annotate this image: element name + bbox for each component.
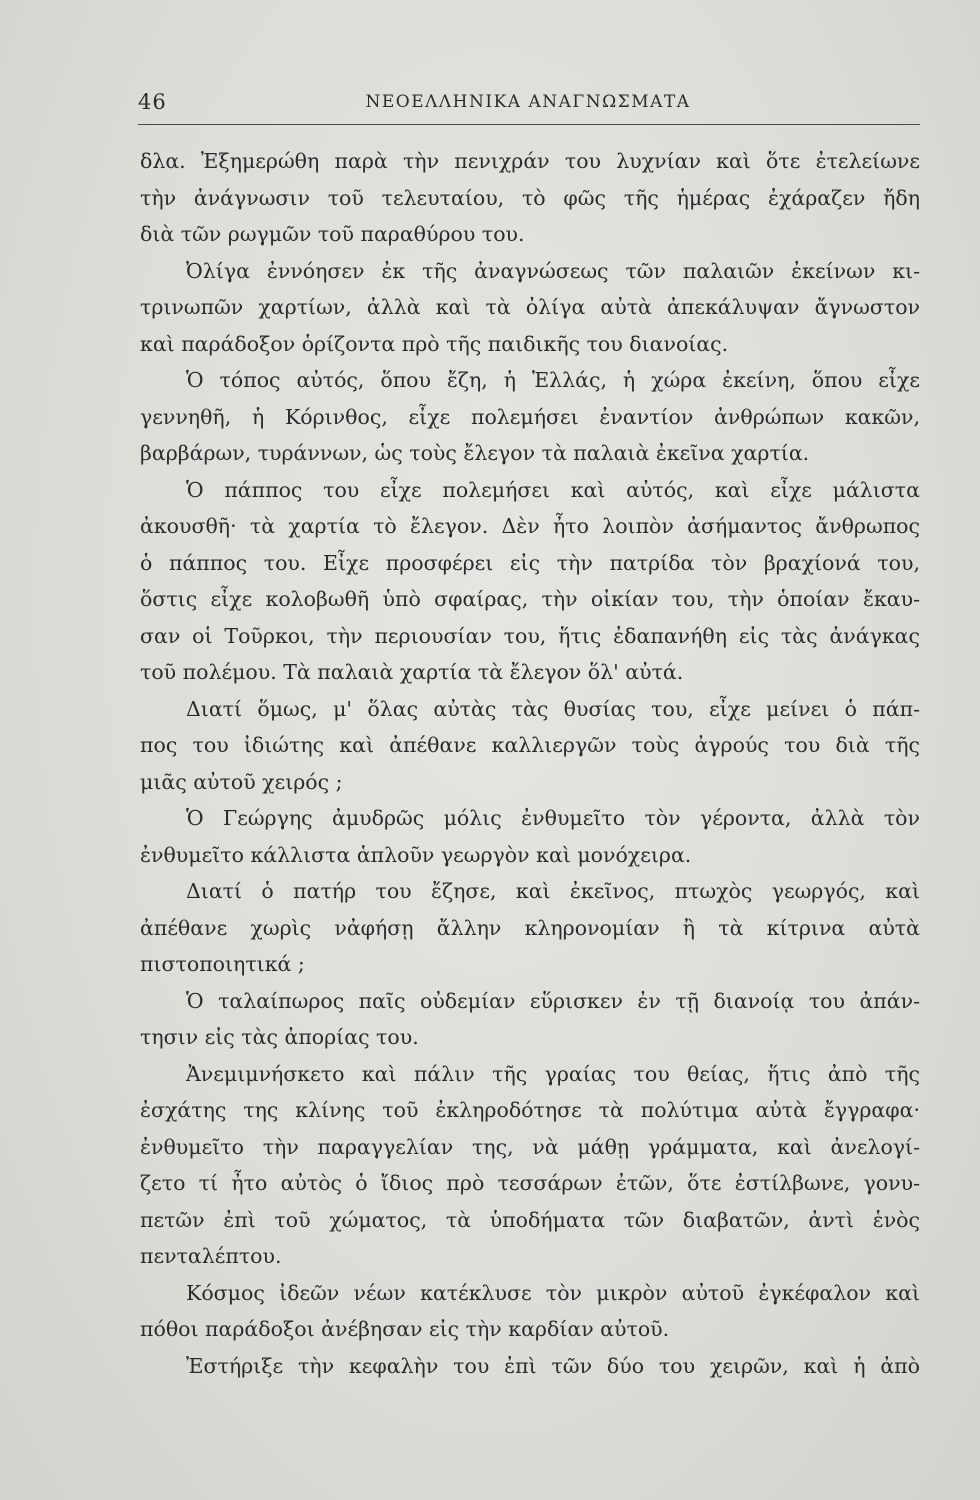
text-line: Ὁ Γεώργης ἀμυδρῶς μόλις ἐνθυμεῖτο τὸν γέροντα, ἀλλὰ τὸν (186, 806, 920, 830)
text-line: μιᾶς αὐτοῦ χειρός ; (140, 769, 343, 794)
text-line: πετῶν ἐπὶ τοῦ χώματος, τὰ ὑποδήματα τῶν διαβατῶν, ἀντὶ ἑνὸς (140, 1207, 920, 1232)
text-line: τοῦ πολέμου. Τὰ παλαιὰ χαρτία τὰ ἔλεγον ὅλ' αὐτά. (140, 660, 684, 684)
text-line: ὅστις εἶχε κολοβωθῆ ὑπὸ σφαίρας, τὴν οἰκίαν του, τὴν ὁποίαν ἔκαυ- (140, 587, 920, 611)
text-line: Διατί ὁ πατήρ του ἔζησε, καὶ ἐκεῖνος, πτωχὸς γεωργός, καὶ (186, 879, 920, 903)
text-line: Ὁ πάππος του εἶχε πολεμήσει καὶ αὐτός, καὶ εἶχε μάλιστα (186, 477, 920, 502)
text-line: τρινωπῶν χαρτίων, ἀλλὰ καὶ τὰ ὀλίγα αὐτὰ ἀπεκάλυψαν ἄγνωστον (140, 295, 920, 319)
text-line: Ὀλίγα ἐννόησεν ἐκ τῆς ἀναγνώσεως τῶν παλαιῶν ἐκείνων κι- (186, 258, 920, 283)
text-line: βαρβάρων, τυράννων, ὡς τοὺς ἔλεγον τὰ παλαιὰ ἐκεῖνα χαρτία. (140, 441, 810, 465)
text-line: Ἀνεμιμνήσκετο καὶ πάλιν τῆς γραίας του θείας, ἥτις ἀπὸ τῆς (186, 1061, 920, 1086)
header-rule (138, 124, 920, 125)
text-line: πενταλέπτου. (140, 1244, 282, 1268)
text-line: δλα. Ἐξημερώθη παρὰ τὴν πενιχράν του λυχνίαν καὶ ὅτε ἐτελείωνε (140, 149, 920, 173)
running-title: ΝΕΟΕΛΛΗΝΙΚΑ ΑΝΑΓΝΩΣΜΑΤΑ (365, 92, 691, 112)
page-header (138, 90, 918, 120)
text-line: γεννηθῆ, ἡ Κόρινθος, εἶχε πολεμήσει ἐναντίον ἀνθρώπων κακῶν, (140, 404, 920, 429)
text-line: ἐνθυμεῖτο κάλλιστα ἁπλοῦν γεωργὸν καὶ μονόχειρα. (140, 842, 692, 867)
text-line: τὴν ἀνάγνωσιν τοῦ τελευταίου, τὸ φῶς τῆς ἡμέρας ἐχάραζεν ἤδη (140, 185, 920, 210)
page-number: 46 (138, 90, 167, 114)
text-line: πος του ἰδιώτης καὶ ἀπέθανε καλλιεργῶν τοὺς ἀγρούς του διὰ τῆς (140, 733, 920, 757)
body-text (140, 143, 920, 1384)
text-line: Ἐστήριξε τὴν κεφαλὴν του ἐπὶ τῶν δύο του χειρῶν, καὶ ἡ ἀπὸ (186, 1353, 920, 1378)
text-line: πόθοι παράδοξοι ἀνέβησαν εἰς τὴν καρδίαν αὐτοῦ. (140, 1317, 670, 1341)
text-line: τησιν εἰς τὰς ἀπορίας του. (140, 1025, 419, 1049)
text-line: Κόσμος ἰδεῶν νέων κατέκλυσε τὸν μικρὸν αὐτοῦ ἐγκέφαλον καὶ (186, 1280, 920, 1305)
text-line: ἐνθυμεῖτο τὴν παραγγελίαν της, νὰ μάθῃ γράμματα, καὶ ἀνελογί- (140, 1134, 920, 1159)
text-line: πιστοποιητικά ; (140, 952, 305, 976)
text-line: Διατί ὅμως, μ' ὅλας αὐτὰς τὰς θυσίας του, εἶχε μείνει ὁ πάπ- (186, 696, 920, 721)
text-line: καὶ παράδοξον ὁρίζοντα πρὸ τῆς παιδικῆς του διανοίας. (140, 331, 729, 356)
text-line: ζετο τί ἦτο αὐτὸς ὁ ἴδιος πρὸ τεσσάρων ἐτῶν, ὅτε ἐστίλβωνε, γονυ- (140, 1171, 920, 1195)
text-line: σαν οἱ Τοῦρκοι, τὴν περιουσίαν του, ἥτις ἐδαπανήθη εἰς τὰς ἀνάγκας (140, 623, 920, 648)
text-line: Ὁ τόπος αὐτός, ὅπου ἔζη, ἡ Ἑλλάς, ἡ χώρα ἐκείνη, ὅπου εἶχε (186, 368, 920, 392)
text-line: Ὁ ταλαίπωρος παῖς οὐδεμίαν εὕρισκεν ἐν τῇ διανοίᾳ του ἀπάν- (186, 988, 920, 1013)
text-line: ἀπέθανε χωρὶς νἀφήσῃ ἄλλην κληρονομίαν ἢ τὰ κίτρινα αὐτὰ (140, 915, 920, 940)
text-line: διὰ τῶν ρωγμῶν τοῦ παραθύρου του. (140, 222, 525, 246)
text-line: ἀκουσθῆ· τὰ χαρτία τὸ ἔλεγον. Δὲν ἦτο λοιπὸν ἀσήμαντος ἄνθρωπος (140, 514, 920, 538)
text-line: ἐσχάτης της κλίνης τοῦ ἐκληροδότησε τὰ πολύτιμα αὐτὰ ἔγγραφα· (140, 1098, 920, 1122)
text-line: ὁ πάππος του. Εἶχε προσφέρει εἰς τὴν πατρίδα τὸν βραχίονά του, (140, 550, 920, 575)
